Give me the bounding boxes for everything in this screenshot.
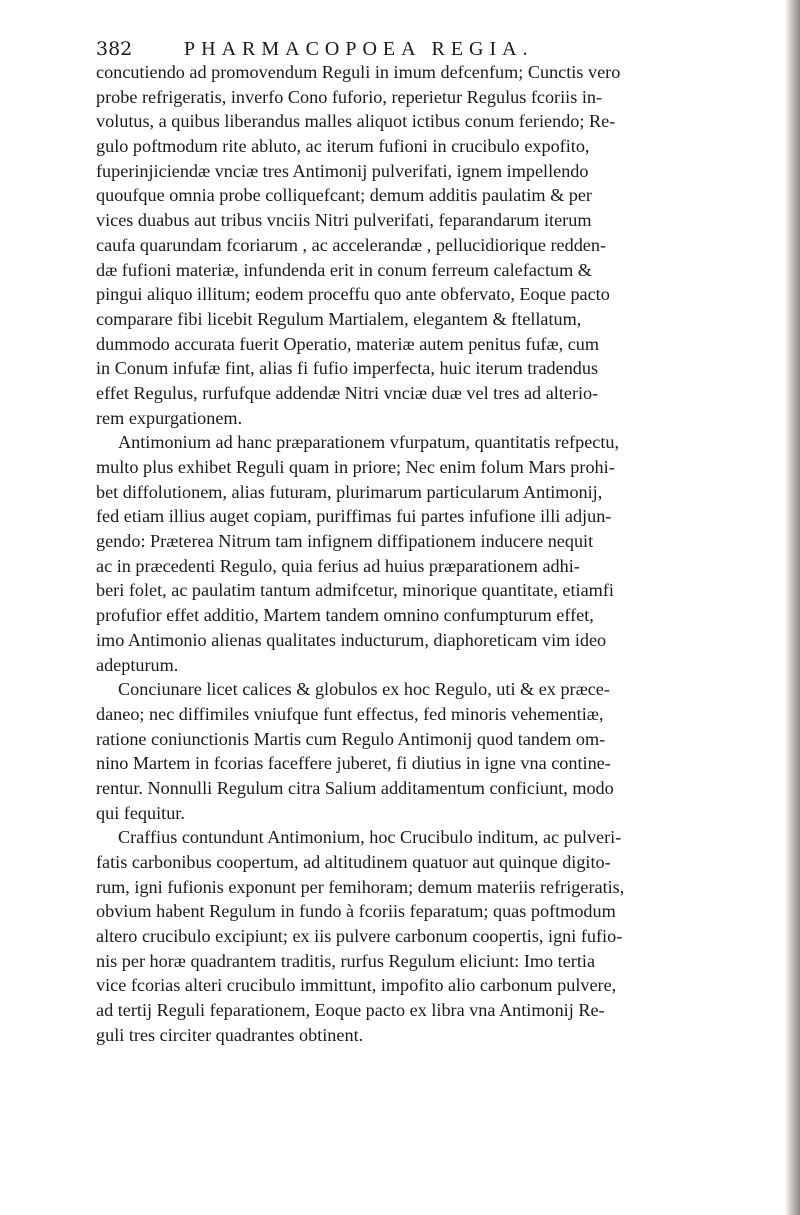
- text-line: ac in præcedenti Regulo, quia ferius ad huius præparationem adhi-: [96, 555, 580, 576]
- text-line: probe refrigeratis, inverfo Cono fuforio, reperietur Regulus fcoriis in-: [96, 86, 603, 107]
- text-line: in Conum infufæ fint, alias fi fufio imperfecta, huic iterum tradendus: [96, 358, 599, 379]
- text-line: dummodo accurata fuerit Operatio, materiæ autem penitus fufæ, cum: [96, 333, 600, 354]
- text-line: gendo: Præterea Nitrum tam infignem diffipationem inducere nequit: [96, 531, 594, 552]
- text-line: imo Antimonio alienas qualitates inducturum, diaphoreticam vim ideo: [96, 629, 607, 650]
- text-line: nino Martem in fcorias faceffere juberet, fi diutius in igne vna contine-: [96, 753, 611, 774]
- text-line: Antimonium ad hanc præparationem vfurpatum, quantitatis refpectu,: [118, 432, 620, 453]
- text-line: rem expurgationem.: [96, 407, 243, 428]
- text-line: ratione coniunctionis Martis cum Regulo Antimonij quod tandem om-: [96, 728, 606, 749]
- text-line: vice fcorias alteri crucibulo immittunt, impofito alio carbonum pulvere,: [96, 975, 617, 996]
- text-line: effet Regulus, rurfufque addendæ Nitri vnciæ duæ vel tres ad alterio-: [96, 382, 599, 403]
- text-line: qui fequitur.: [96, 802, 185, 823]
- text-line: Conciunare licet calices & globulos ex hoc Regulo, uti & ex præce-: [118, 679, 610, 700]
- page-edge: [786, 0, 800, 1215]
- text-line: comparare fibi licebit Regulum Martialem, elegantem & ftellatum,: [96, 308, 582, 329]
- text-line: nis per horæ quadrantem traditis, rurfus Regulum eliciunt: Imo tertia: [96, 950, 596, 971]
- body-text: [96, 60, 720, 1048]
- text-line: rentur. Nonnulli Regulum citra Salium additamentum conficiunt, modo: [96, 777, 614, 798]
- text-line: beri folet, ac paulatim tantum admifcetur, minorique quantitate, etiamfi: [96, 580, 614, 601]
- text-line: bet diffolutionem, alias futuram, plurimarum particularum Antimonij,: [96, 481, 603, 502]
- text-line: adepturum.: [96, 654, 179, 675]
- text-line: vices duabus aut tribus vnciis Nitri pulverifati, feparandarum iterum: [96, 210, 592, 231]
- text-line: obvium habent Regulum in fundo à fcoriis feparatum; quas poftmodum: [96, 901, 616, 922]
- text-line: caufa quarundam fcoriarum , ac accelerandæ , pellucidiorique redden-: [96, 234, 607, 255]
- text-line: fatis carbonibus coopertum, ad altitudinem quatuor aut quinque digito-: [96, 852, 611, 872]
- text-line: dæ fufioni materiæ, infundenda erit in conum ferreum calefactum &: [96, 259, 592, 280]
- text-line: pingui aliquo illitum; eodem proceffu quo ante obfervato, Eoque pacto: [96, 284, 610, 305]
- text-line: quoufque omnia probe colliquefcant; demum additis paulatim & per: [96, 185, 592, 206]
- text-line: daneo; nec diffimiles vniufque funt effectus, fed minoris vehementiæ,: [96, 703, 604, 724]
- text-line: altero crucibulo excipiunt; ex iis pulvere carbonum coopertis, igni fufio-: [96, 926, 623, 947]
- text-line: volutus, a quibus liberandus malles aliquot ictibus conum feriendo; Re-: [96, 111, 616, 132]
- text-line: multo plus exhibet Reguli quam in priore; Nec enim folum Mars prohi-: [96, 457, 615, 477]
- text-line: ad tertij Reguli feparationem, Eoque pacto ex libra vna Antimonij Re-: [96, 1000, 605, 1021]
- page-number: 382: [96, 38, 133, 60]
- text-line: concutiendo ad promovendum Reguli in imum defcenfum; Cunctis vero: [96, 62, 621, 82]
- text-line: Craffius contundunt Antimonium, hoc Crucibulo inditum, ac pulveri-: [118, 827, 622, 848]
- text-line: guli tres circiter quadrantes obtinent.: [96, 1024, 364, 1045]
- text-line: fuperinjiciendæ vnciæ tres Antimonij pulverifati, ignem impellendo: [96, 160, 589, 181]
- text-line: rum, igni fufionis exponunt per femihoram; demum materiis refrigeratis,: [96, 876, 625, 897]
- text-line: gulo poftmodum rite abluto, ac iterum fufioni in crucibulo expofito,: [96, 136, 590, 157]
- text-line: fed etiam illius auget copiam, puriffimas fui partes infufione illi adjun-: [96, 506, 612, 527]
- running-title: PHARMACOPOEA REGIA.: [184, 38, 534, 60]
- text-line: profufior effet additio, Martem tandem omnino confumpturum effet,: [96, 605, 594, 626]
